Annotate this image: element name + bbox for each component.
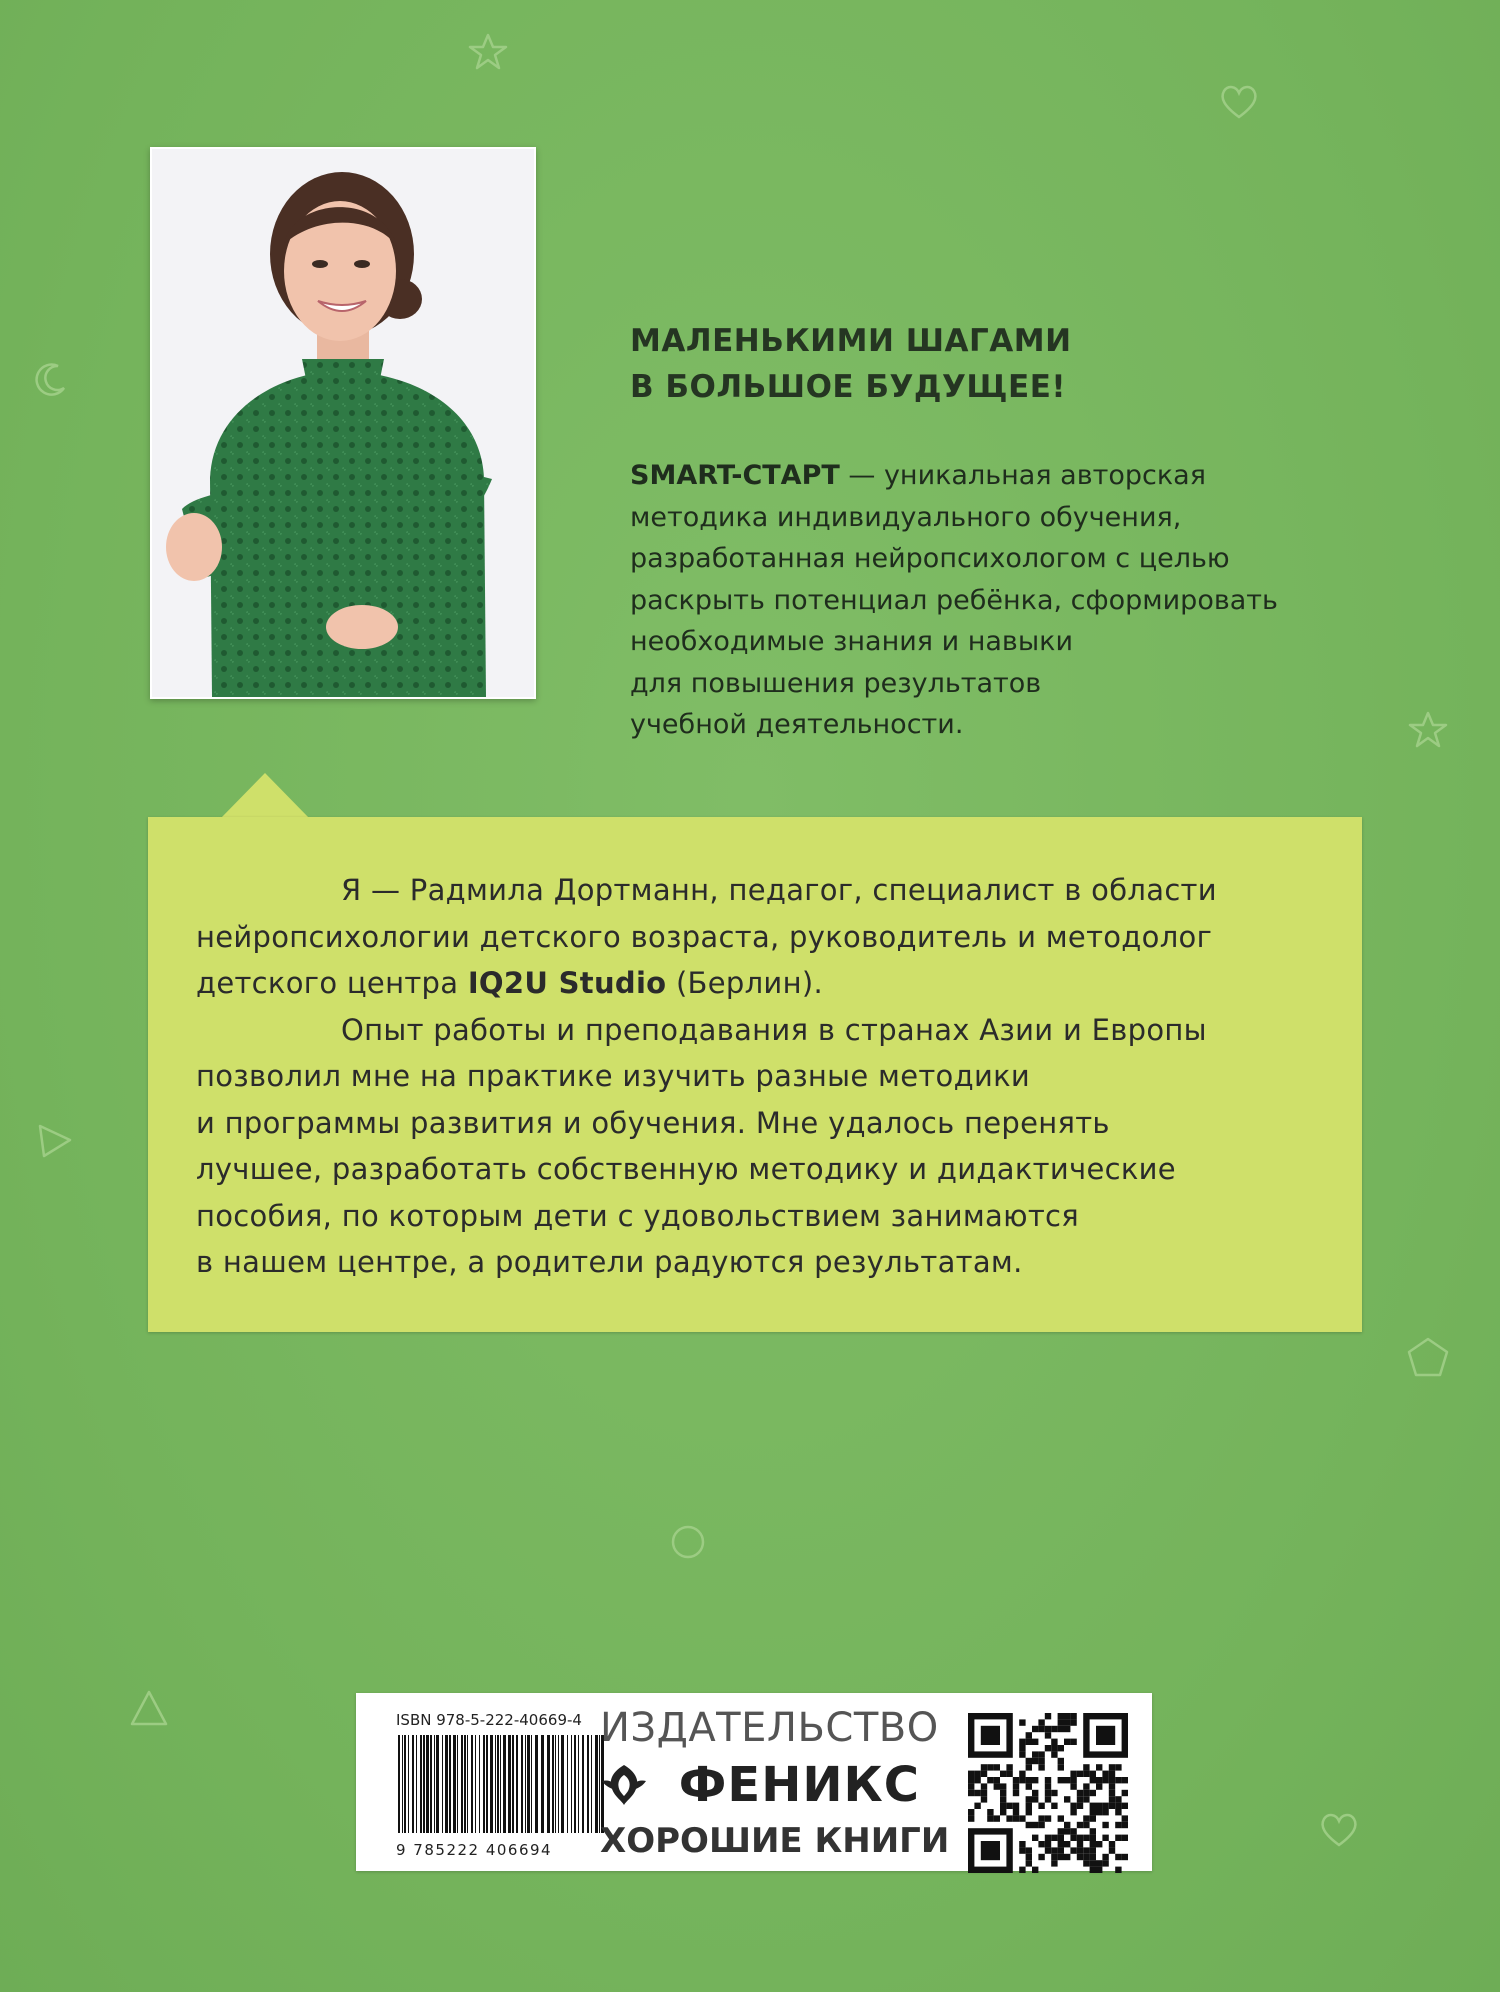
author-photo [150,147,536,699]
intro-line: учебной деятельности. [630,709,964,740]
barcode [396,1735,606,1833]
star-icon [468,32,508,72]
publisher-name: ФЕНИКС [678,1757,920,1813]
barcode-number: 9 785222 406694 [396,1841,553,1859]
headline-line: МАЛЕНЬКИМИ ШАГАМИ [630,323,1072,359]
triangle-icon [126,1686,172,1732]
intro-line [630,455,1350,497]
circle-icon [668,1522,708,1562]
pentagon-icon [1405,1335,1451,1379]
phoenix-logo-icon [600,1761,648,1809]
publisher-panel [356,1693,1152,1871]
intro-paragraph [630,455,1350,746]
headline [630,318,1270,410]
author-quote-text [196,867,1336,1286]
quote-line: Я — Радмила Дортманн, педагог, специалист в области [341,873,1217,907]
studio-name: IQ2U Studio [467,966,667,1000]
headline-line: В БОЛЬШОЕ БУДУЩЕЕ! [630,369,1067,405]
brand-name: SMART-СТАРТ [630,460,840,491]
quote-text: детского центра [196,966,468,1000]
qr-code-icon [968,1713,1128,1873]
quote-line: и программы развития и обучения. Мне удалось перенять [196,1105,1110,1140]
quote-line: лучшее, разработать собственную методику и дидактические [196,1152,1176,1186]
quote-line: позволил мне на практике изучить разные методики [196,1059,1031,1093]
intro-line: разработанная нейропсихологом с целью [630,543,1230,574]
quote-text: (Берлин). [666,966,823,1000]
quote-line: в нашем центре, а родители радуются результатам. [196,1245,1023,1279]
publisher-tagline: ХОРОШИЕ КНИГИ [600,1821,950,1861]
speech-bubble-tail [220,773,310,823]
quote-line: пособия, по которым дети с удовольствием занимаются [196,1198,1080,1233]
intro-line: необходимые знания и навыки [630,626,1074,657]
quote-line [196,960,1336,1007]
heart-icon [1318,1810,1360,1848]
intro-text: — уникальная авторская [839,460,1206,491]
intro-line: методика индивидуального обучения, [630,501,1182,533]
publisher-logo [600,1757,920,1813]
triangle-icon [34,1120,76,1162]
intro-line: для повышения результатов [630,667,1042,699]
quote-line: нейропсихологии детского возраста, руководитель и методолог [196,919,1213,954]
moon-icon [30,360,70,400]
publisher-top-label: ИЗДАТЕЛЬСТВО [600,1705,939,1751]
star-icon [1408,710,1448,750]
quote-line: Опыт работы и преподавания в странах Азии и Европы [341,1012,1207,1047]
isbn-label: ISBN 978-5-222-40669-4 [396,1711,582,1729]
author-quote-box [148,817,1362,1332]
intro-line: раскрыть потенциал ребёнка, сформировать [630,584,1278,616]
heart-icon [1218,82,1260,120]
